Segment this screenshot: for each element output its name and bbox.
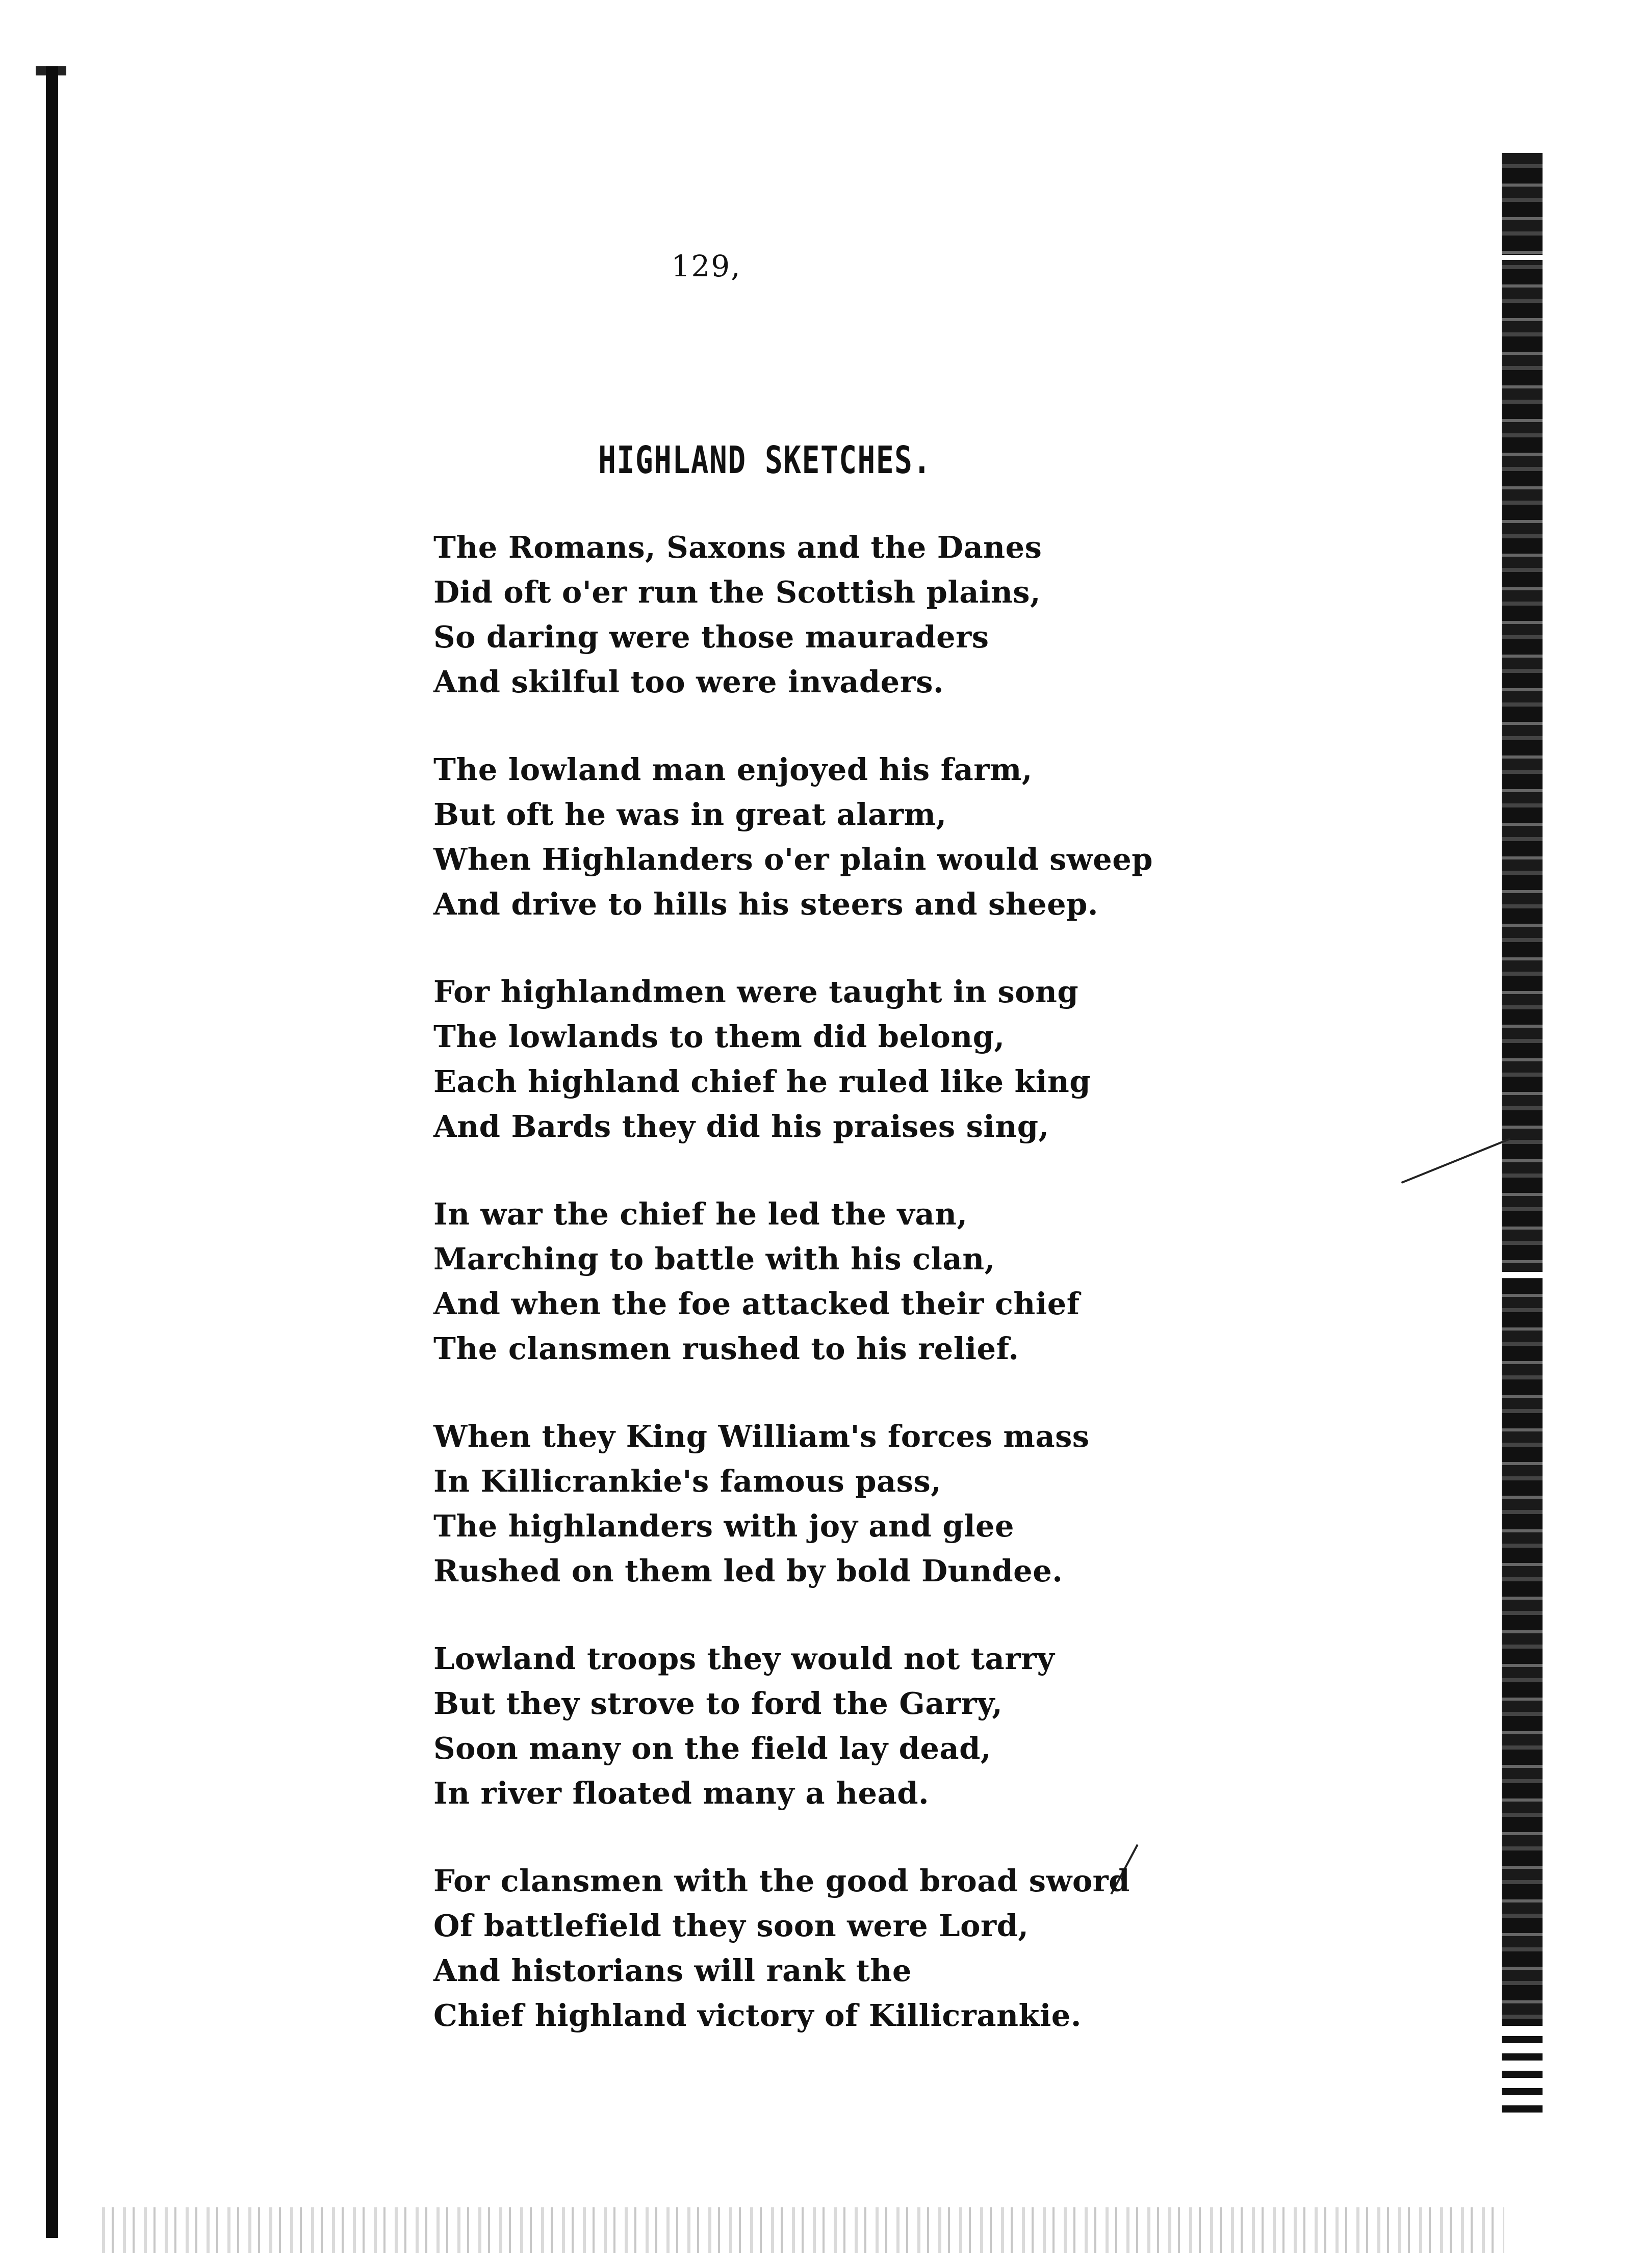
- stanza: [433, 1414, 1504, 1594]
- stanza: [433, 747, 1504, 927]
- poem-line: For clansmen with the good broad sword: [433, 1863, 1131, 1898]
- poem-line: The lowland man enjoyed his farm,: [433, 752, 1033, 787]
- stanza: [433, 1859, 1504, 2038]
- poem-line: The clansmen rushed to his relief.: [433, 1331, 1019, 1366]
- poem-line: In Killicrankie's famous pass,: [433, 1464, 942, 1499]
- poem-line: In river floated many a head.: [433, 1776, 930, 1811]
- page-number: 129,: [671, 249, 741, 283]
- poem-line: And historians will rank the: [433, 1953, 912, 1988]
- poem-line: Did oft o'er run the Scottish plains,: [433, 575, 1041, 610]
- stanza: [433, 1192, 1504, 1371]
- poem-line: And when the foe attacked their chief: [433, 1286, 1080, 1321]
- poem-line: When Highlanders o'er plain would sweep: [433, 842, 1153, 877]
- poem-line: In war the chief he led the van,: [433, 1196, 968, 1232]
- page-edge-gap: [1502, 255, 1543, 260]
- binding-edge: [46, 66, 58, 2238]
- page-edge-right: [1502, 153, 1543, 2116]
- poem-line: For highlandmen were taught in song: [433, 974, 1079, 1009]
- poem-line: Marching to battle with his clan,: [433, 1241, 995, 1276]
- poem-line: The highlanders with joy and glee: [433, 1508, 1015, 1544]
- page-title: HIGHLAND SKETCHES.: [598, 438, 932, 482]
- poem-line: Of battlefield they soon were Lord,: [433, 1908, 1029, 1943]
- poem-line: And skilful too were invaders.: [433, 664, 944, 699]
- stanza: [433, 525, 1504, 705]
- poem-line: Chief highland victory of Killicrankie.: [433, 1998, 1082, 2033]
- page-edge-gap: [1502, 1272, 1543, 1278]
- scan-noise-bottom: [102, 2207, 1504, 2253]
- poem: [433, 525, 1504, 2081]
- poem-line: Each highland chief he ruled like king: [433, 1064, 1091, 1099]
- poem-line: The Romans, Saxons and the Danes: [433, 530, 1042, 565]
- poem-line: The lowlands to them did belong,: [433, 1019, 1005, 1054]
- poem-line: Lowland troops they would not tarry: [433, 1641, 1055, 1676]
- poem-line: But oft he was in great alarm,: [433, 797, 947, 832]
- page-edge-lines: [1502, 2019, 1543, 2121]
- poem-line: So daring were those mauraders: [433, 619, 989, 655]
- poem-line: When they King William's forces mass: [433, 1419, 1090, 1454]
- poem-line: Soon many on the field lay dead,: [433, 1731, 991, 1766]
- poem-line: Rushed on them led by bold Dundee.: [433, 1553, 1063, 1588]
- stanza: [433, 1636, 1504, 1816]
- poem-line: And drive to hills his steers and sheep.: [433, 887, 1098, 922]
- poem-line: And Bards they did his praises sing,: [433, 1109, 1049, 1144]
- stanza: [433, 970, 1504, 1149]
- poem-line: But they strove to ford the Garry,: [433, 1686, 1003, 1721]
